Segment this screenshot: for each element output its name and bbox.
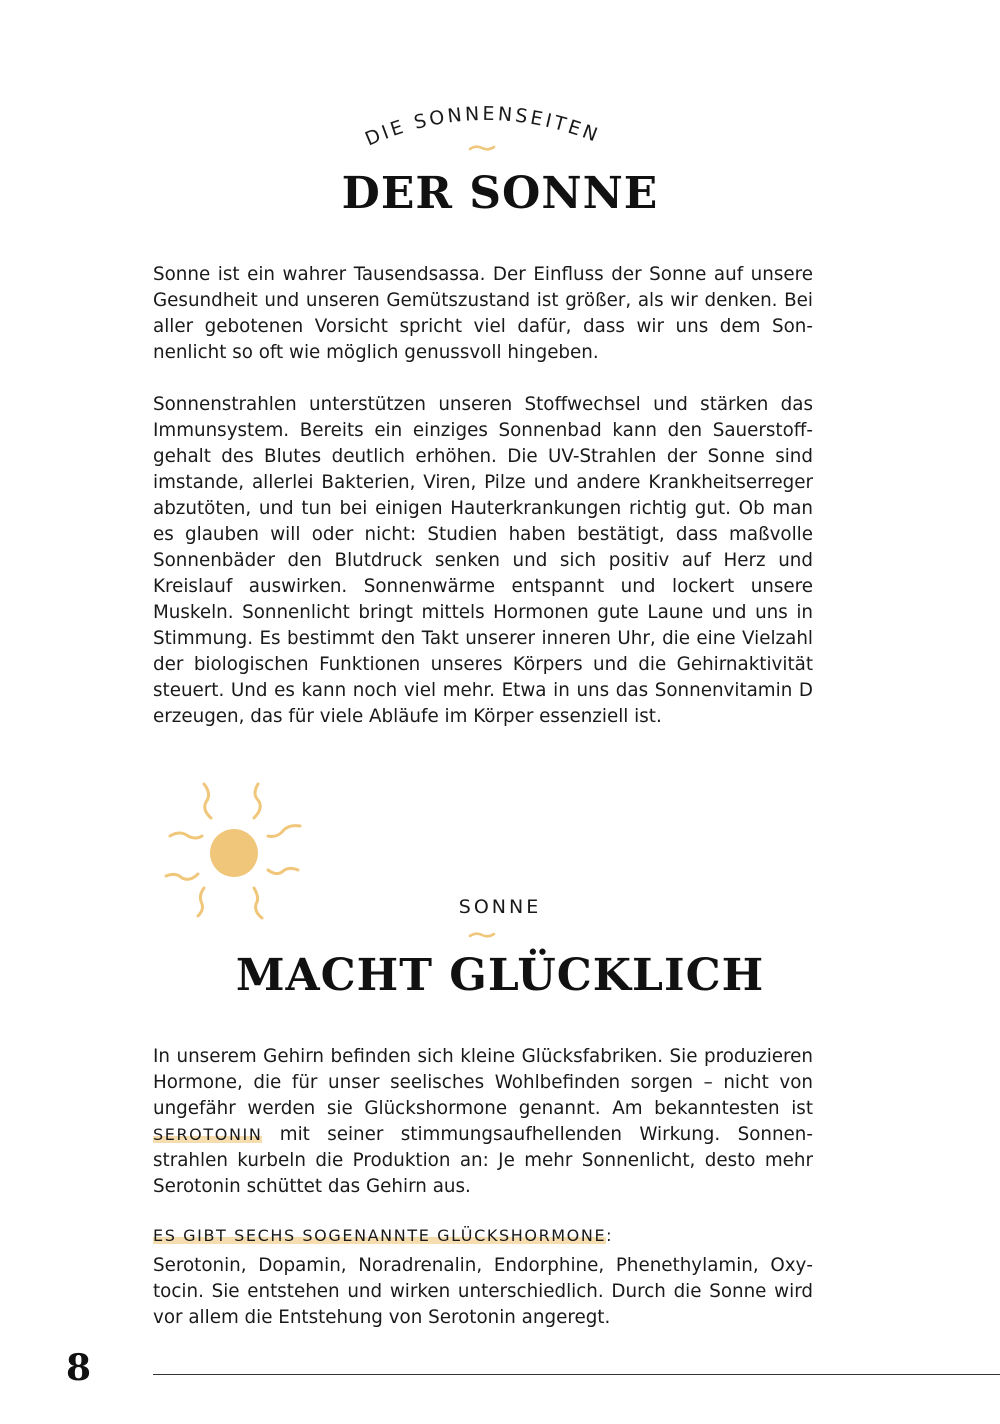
subhead-colon: : (606, 1226, 614, 1245)
tilde-ornament (467, 930, 497, 940)
section1-kicker: DIE SONNENSEITEN (361, 102, 604, 151)
section2-title: MACHT GLÜCKLICH (235, 950, 765, 1001)
serotonin-highlight: SEROTONIN (153, 1125, 263, 1144)
section2-kicker: SONNE (458, 896, 542, 918)
page-number: 8 (66, 1347, 92, 1389)
footer-rule (153, 1374, 1000, 1375)
tilde-ornament (467, 143, 497, 153)
section2-paragraph-2: Serotonin, Dopamin, Noradrenalin, Endorphine, Phenethylamin, Oxytocin. Sie entstehen und wirken unterschiedlich. Durch die Sonne wird vor allem die Entstehung von Serotonin angeregt. (153, 1255, 813, 1328)
section1-paragraph-1: Sonne ist ein wahrer Tausendsassa. Der Einfluss der Sonne auf unsere Gesundheit und unseren Gemütszustand ist größer, als wir denken. Bei aller gebotenen Vorsicht spricht viel dafür, dass wir uns dem Sonnenlicht so oft wie möglich genussvoll hingeben. (153, 264, 813, 363)
section1-title: DER SONNE (341, 168, 659, 219)
subhead-label: ES GIBT SECHS SOGENANNTE GLÜCKSHORMONE (153, 1226, 607, 1245)
section2-subhead (153, 1223, 613, 1249)
para-text: mit seiner stimmungsaufhellenden Wirkung. Sonnenstrahlen kurbeln die Produktion an: Je mehr Sonnenlicht, desto mehr Serotonin schüttet das Gehirn aus. (153, 1124, 813, 1197)
section2-paragraph-1 (153, 1044, 813, 1200)
section1-paragraph-2: Sonnenstrahlen unterstützen unseren Stoffwechsel und stärken das Immunsystem. Bereits ein einziges Sonnenbad kann den Sauerstoffgehalt des Blutes deutlich erhöhen. Die UV-Strahlen der Sonne sind imstande, allerlei Bakterien, Viren, Pilze und andere Krankheitserreger abzutöten, und tun bei einigen Hauterkrankungen richtig gut. Ob man es glauben will oder nicht: Studien haben bestätigt, dass maßvolle Sonnenbäder den Blutdruck senken und sich positiv auf Herz und Kreislauf auswirken. Sonnenwärme entspannt und lockert unsere Muskeln. Sonnenlicht bringt mittels Hormonen gute Laune und uns in Stimmung. Es bestimmt den Takt unserer inneren Uhr, die eine Vielzahl der biologischen Funktionen unseres Körpers und die Gehirnaktivität steuert. Und es kann noch viel mehr. Etwa in uns das Sonnenvitamin D erzeugen, das für viele Abläufe im Körper essenziell ist. (153, 394, 813, 727)
para-text: In unserem Gehirn befinden sich kleine Glücksfabriken. Sie produzieren Hormone, die für unser seelisches Wohlbefinden sorgen – nicht von ungefähr werden sie Glückshormone genannt. Am bekanntesten ist (153, 1046, 813, 1119)
